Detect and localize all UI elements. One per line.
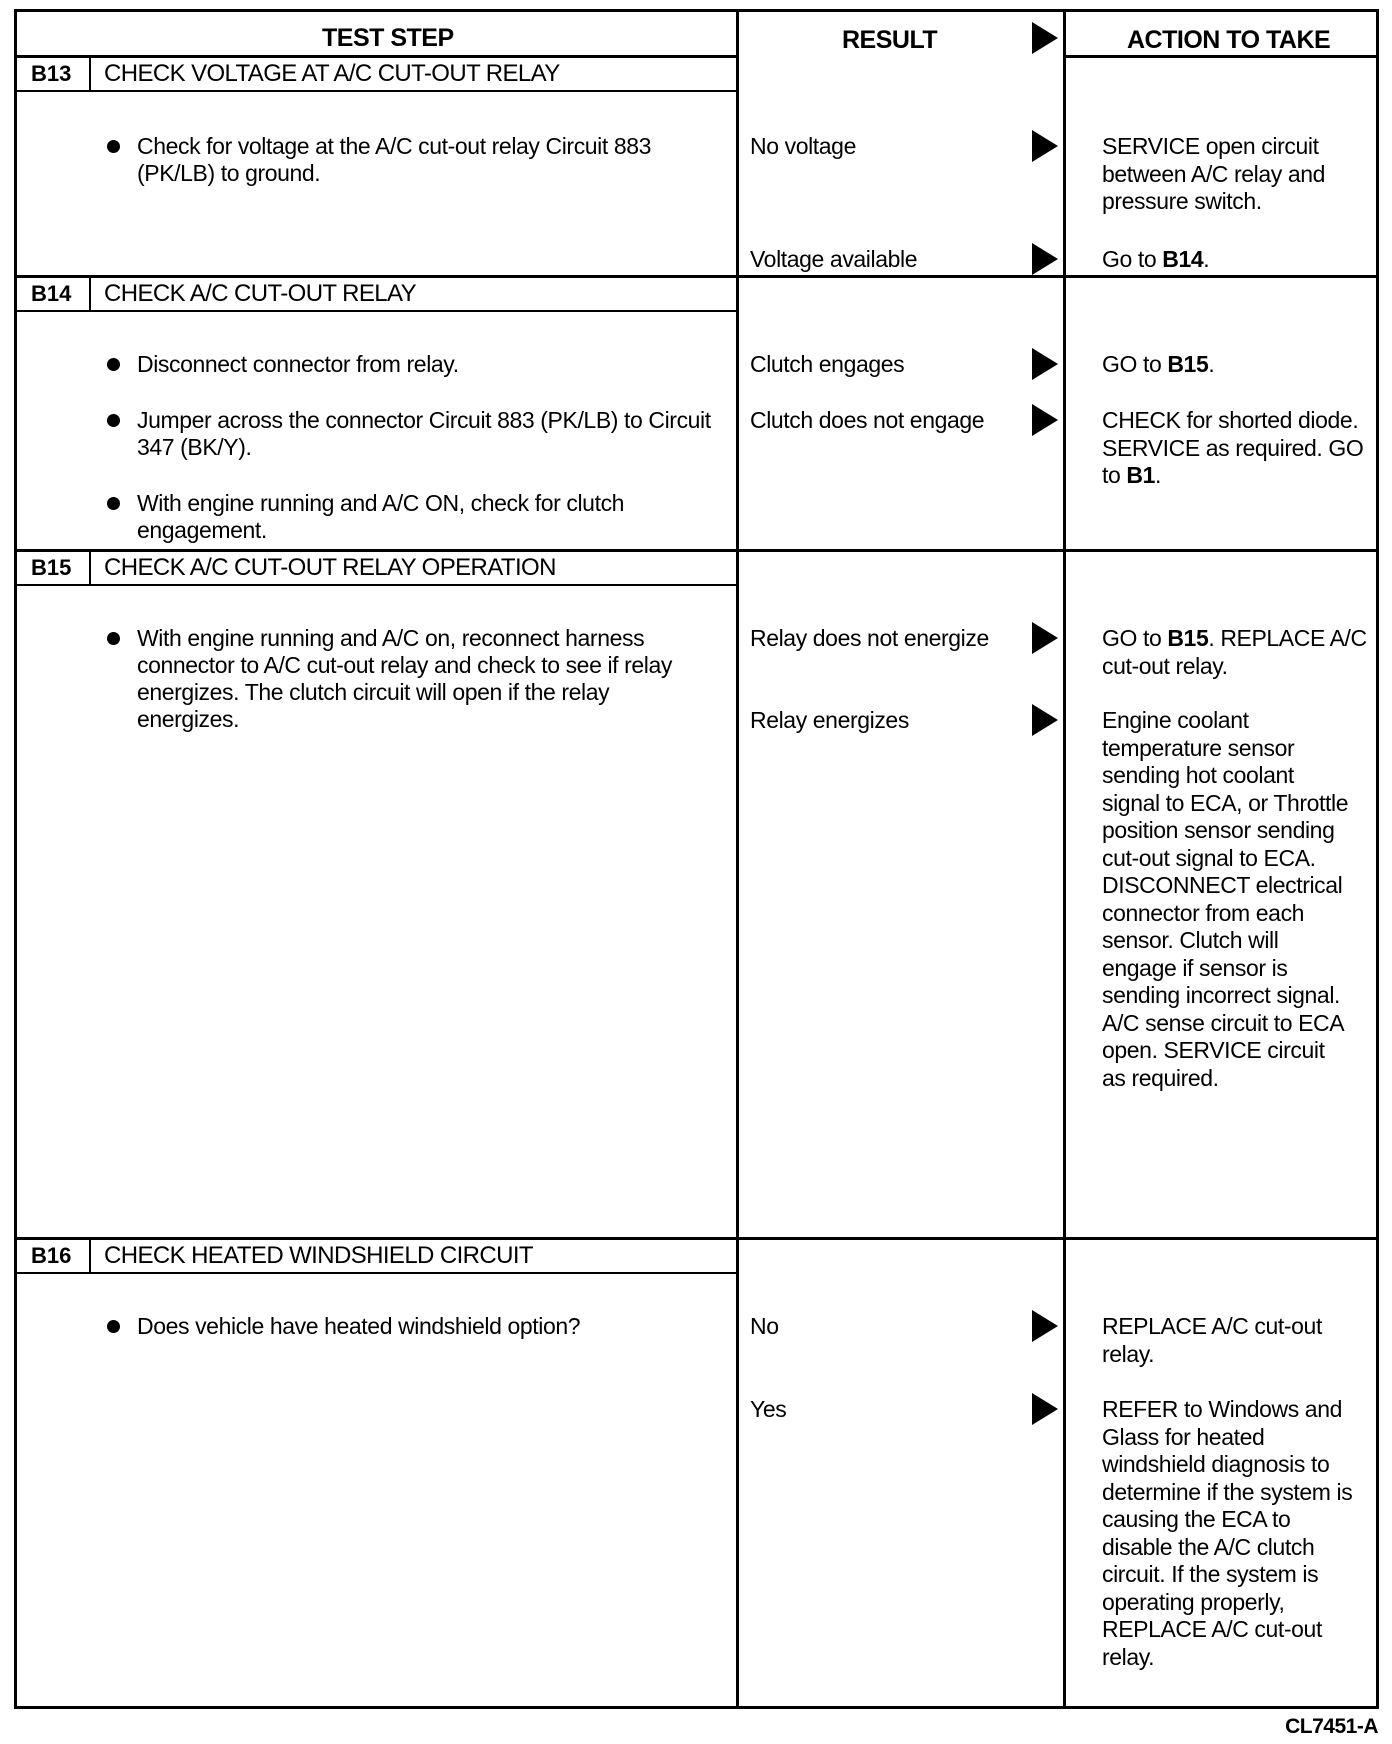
step-divider	[17, 1237, 1376, 1240]
step-id-b16: B16	[31, 1243, 72, 1268]
step-id-divider	[89, 56, 91, 90]
result-arrow-icon	[1032, 404, 1058, 436]
action-text: REFER to Windows and Glass for heated windshield diagnosis to determine if the system is causing the ECA to disable the A/C clutch circuit. If the system is operating properly, REPLACE A/C cut-out relay.	[1102, 1396, 1353, 1670]
step-title-underline	[17, 1272, 736, 1274]
action-b16-1	[1102, 1313, 1362, 1368]
result-b14-1: Clutch engages	[750, 351, 905, 377]
result-arrow-icon	[1032, 348, 1058, 380]
action-text: GO to	[1102, 351, 1168, 377]
action-text: Go to	[1102, 246, 1163, 272]
step-divider	[17, 549, 1376, 552]
action-text: Engine coolant temperature sensor sending hot coolant signal to ECA, or Throttle position sensor sending cut-out signal to ECA. DISCONNECT electrical connector from each sensor. Clutch will engage if sensor is sending incorrect signal. A/C sense circuit to ECA open. SERVICE circuit as required.	[1102, 707, 1349, 1091]
result-b15-2: Relay energizes	[750, 707, 909, 733]
step-id-b15: B15	[31, 555, 72, 580]
step-id-divider	[89, 276, 91, 310]
header-test-step: TEST STEP	[322, 24, 454, 52]
bullet-text: Does vehicle have heated windshield option?	[137, 1313, 581, 1339]
column-divider	[736, 12, 739, 1706]
bullet-dot-icon	[107, 414, 120, 427]
action-b13-1	[1102, 133, 1372, 216]
step-title-b14: CHECK A/C CUT-OUT RELAY	[104, 280, 417, 307]
header-divider	[1063, 55, 1376, 58]
bullet-b13-1	[107, 133, 717, 187]
action-text: GO to	[1102, 625, 1168, 651]
step-title-underline	[17, 584, 736, 586]
action-b14-1	[1102, 351, 1372, 379]
result-b13-2: Voltage available	[750, 246, 918, 272]
bullet-text: With engine running and A/C ON, check for clutch engagement.	[137, 490, 625, 543]
bullet-b14-1	[107, 351, 717, 378]
bullet-dot-icon	[107, 140, 120, 153]
action-text-end: .	[1154, 462, 1161, 488]
action-ref: B15	[1167, 625, 1209, 651]
figure-id: CL7451-A	[1285, 1715, 1378, 1738]
result-arrow-icon	[1032, 704, 1058, 736]
bullet-b15-1	[107, 625, 717, 733]
action-text-end: . REPLACE A/C cut-out relay.	[1102, 625, 1367, 679]
header-action-to-take: ACTION TO TAKE	[1127, 26, 1331, 54]
action-ref: B15	[1167, 351, 1209, 377]
step-divider	[17, 275, 1376, 278]
action-b14-2	[1102, 407, 1372, 490]
action-text-end: .	[1208, 351, 1215, 377]
step-title-underline	[17, 310, 736, 312]
result-b14-2: Clutch does not engage	[750, 407, 985, 433]
action-text: CHECK for shorted diode. SERVICE as required. GO to	[1102, 407, 1364, 488]
action-text: SERVICE open circuit between A/C relay and pressure switch.	[1102, 133, 1326, 214]
header-arrow-icon	[1032, 22, 1058, 54]
action-ref: B1	[1126, 462, 1155, 488]
bullet-dot-icon	[107, 1320, 120, 1333]
step-id-divider	[89, 1238, 91, 1272]
result-arrow-icon	[1032, 243, 1058, 275]
step-title-b13: CHECK VOLTAGE AT A/C CUT-OUT RELAY	[104, 60, 560, 87]
action-b13-2	[1102, 246, 1372, 274]
action-b15-1	[1102, 625, 1372, 680]
bullet-dot-icon	[107, 632, 120, 645]
column-divider	[1063, 12, 1066, 1706]
result-b13-1: No voltage	[750, 133, 856, 159]
bullet-b14-3	[107, 490, 717, 544]
bullet-dot-icon	[107, 497, 120, 510]
header-divider	[17, 55, 736, 58]
action-text: REPLACE A/C cut-out relay.	[1102, 1313, 1322, 1367]
step-title-underline	[17, 90, 736, 92]
result-arrow-icon	[1032, 622, 1058, 654]
bullet-text: Jumper across the connector Circuit 883 (PK/LB) to Circuit 347 (BK/Y).	[137, 407, 711, 460]
step-id-b14: B14	[31, 281, 72, 306]
action-b15-2	[1102, 707, 1352, 1092]
result-arrow-icon	[1032, 130, 1058, 162]
bullet-text: Check for voltage at the A/C cut-out relay Circuit 883 (PK/LB) to ground.	[137, 133, 652, 186]
result-b15-1: Relay does not energize	[750, 625, 989, 651]
action-b16-2	[1102, 1396, 1364, 1671]
result-arrow-icon	[1032, 1393, 1058, 1425]
bullet-b16-1	[107, 1313, 717, 1340]
header-result: RESULT	[842, 26, 938, 54]
bullet-text: With engine running and A/C on, reconnect harness connector to A/C cut-out relay and check to see if relay energizes. The clutch circuit will open if the relay energizes.	[137, 625, 673, 732]
diagnostic-table	[14, 9, 1379, 1709]
step-title-b16: CHECK HEATED WINDSHIELD CIRCUIT	[104, 1242, 533, 1269]
result-b16-2: Yes	[750, 1396, 787, 1422]
result-b16-1: No	[750, 1313, 779, 1339]
result-arrow-icon	[1032, 1310, 1058, 1342]
bullet-dot-icon	[107, 358, 120, 371]
bullet-b14-2	[107, 407, 717, 461]
step-title-b15: CHECK A/C CUT-OUT RELAY OPERATION	[104, 554, 556, 581]
step-id-b13: B13	[31, 61, 72, 86]
bullet-text: Disconnect connector from relay.	[137, 351, 459, 377]
action-text-end: .	[1203, 246, 1210, 272]
action-ref: B14	[1162, 246, 1204, 272]
step-id-divider	[89, 550, 91, 584]
